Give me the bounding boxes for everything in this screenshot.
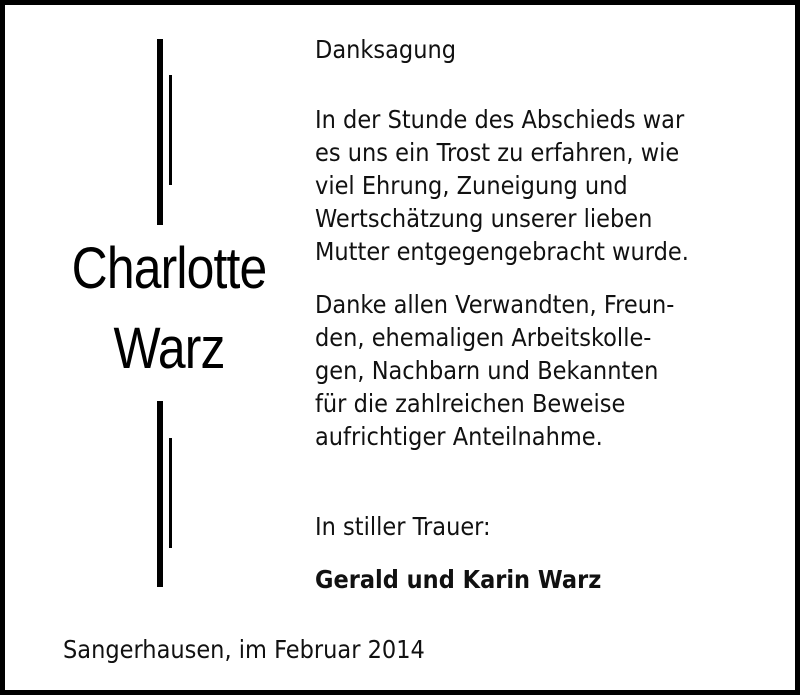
bottom-thin-rule bbox=[169, 438, 172, 548]
paragraph-1-line: Wertschätzung unserer lieben bbox=[315, 204, 653, 233]
top-thick-rule bbox=[157, 39, 163, 225]
paragraph-2-line: für die zahlreichen Beweise bbox=[315, 389, 626, 418]
heading: Danksagung bbox=[315, 35, 457, 64]
paragraph-1-line: es uns ein Trost zu erfahren, wie bbox=[315, 138, 680, 167]
bottom-thick-rule bbox=[157, 401, 163, 587]
closing-phrase: In stiller Trauer: bbox=[315, 512, 491, 541]
paragraph-1-line: In der Stunde des Abschieds war bbox=[315, 105, 685, 134]
place-date: Sangerhausen, im Februar 2014 bbox=[63, 635, 425, 664]
paragraph-2-line: den, ehemaligen Arbeitskolle- bbox=[315, 323, 652, 352]
paragraph-2-line: gen, Nachbarn und Bekannten bbox=[315, 356, 659, 385]
paragraph-2-line: Danke allen Verwandten, Freun- bbox=[315, 290, 675, 319]
paragraph-1-line: viel Ehrung, Zuneigung und bbox=[315, 171, 628, 200]
deceased-first-name: Charlotte bbox=[71, 236, 267, 301]
deceased-last-name: Warz bbox=[113, 316, 225, 381]
paragraph-1-line: Mutter entgegengebracht wurde. bbox=[315, 237, 689, 266]
signatories: Gerald und Karin Warz bbox=[315, 565, 602, 594]
paragraph-2-line: aufrichtiger Anteilnahme. bbox=[315, 422, 603, 451]
top-thin-rule bbox=[169, 75, 172, 185]
